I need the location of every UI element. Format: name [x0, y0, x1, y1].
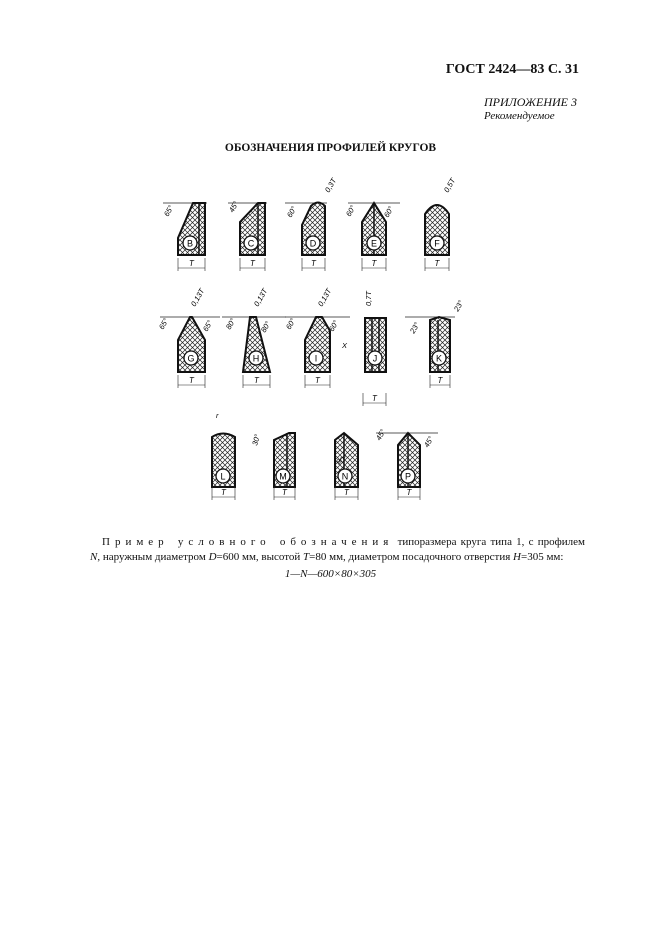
profile-letter: K: [435, 353, 443, 364]
profile-E: [344, 203, 400, 271]
appendix-status: Рекомендуемое: [484, 110, 555, 122]
profile-letter: J: [372, 353, 378, 364]
dimension-label: T: [371, 259, 377, 268]
profile-annotation: 0,13T: [315, 286, 334, 308]
profile-letter: P: [404, 471, 412, 482]
profile-F: [425, 175, 458, 271]
profile-M: [250, 433, 295, 500]
profile-letter: H: [252, 353, 260, 364]
profile-letter: E: [370, 238, 378, 249]
dimension-label: T: [250, 259, 255, 268]
profile-annotation: 65°: [156, 316, 171, 331]
profile-letter: I: [314, 353, 318, 364]
dimension-label: T: [372, 394, 377, 403]
profile-letter: L: [220, 471, 226, 482]
profile-letter: M: [279, 471, 287, 482]
profile-annotation: 23°: [407, 320, 422, 335]
profile-annotation: 0,7T: [364, 290, 373, 306]
profile-annotation: 80°: [258, 319, 273, 334]
dimension-label: T: [311, 259, 316, 268]
profile-B: [162, 203, 207, 271]
profile-annotation: r: [216, 411, 219, 420]
profile-D: [285, 175, 339, 271]
profile-P: [374, 428, 438, 500]
profile-annotation: 45°: [421, 434, 436, 449]
example-lead: Пример условного обозначения: [102, 536, 394, 548]
profile-K: [405, 299, 465, 388]
appendix-label: ПРИЛОЖЕНИЕ 3: [484, 95, 577, 109]
profile-J: [363, 290, 386, 406]
profile-letter: C: [247, 238, 255, 249]
profile-annotation: 0,5T: [441, 176, 458, 194]
profile-C: [227, 200, 267, 271]
profile-annotation: 60°: [343, 203, 358, 218]
profile-G: [157, 286, 220, 388]
profile-annotation: 60°: [284, 204, 299, 219]
dimension-label: T: [344, 488, 349, 497]
profile-annotation: X: [342, 341, 348, 350]
dimension-label: T: [282, 488, 287, 497]
profile-annotation: 90°: [334, 453, 349, 467]
profile-annotation: 45°: [373, 427, 388, 442]
profile-annotation: 0,3T: [322, 176, 339, 194]
standard-header: ГОСТ 2424—83 С. 31: [445, 62, 579, 77]
profile-annotation: 30°: [250, 433, 262, 447]
dimension-label: T: [254, 376, 259, 385]
dimension-label: T: [189, 376, 194, 385]
section-title: ОБОЗНАЧЕНИЯ ПРОФИЛЕЙ КРУГОВ: [224, 142, 437, 154]
profile-annotation: 80°: [223, 316, 238, 331]
profile-annotation: 65°: [161, 203, 176, 218]
dimension-label: T: [437, 376, 443, 385]
profile-L: [212, 411, 235, 500]
profile-annotation: 60°: [326, 318, 341, 333]
profile-letter: N: [341, 471, 349, 482]
profile-annotation: 0,13T: [188, 286, 207, 308]
profile-annotation: 60°: [381, 204, 396, 219]
profile-annotation: 23°: [451, 298, 466, 313]
profile-annotation: 45°: [226, 199, 241, 214]
profile-letter: F: [434, 238, 440, 249]
profile-letter: D: [309, 238, 317, 249]
dimension-label: T: [189, 259, 194, 268]
dimension-label: T: [315, 376, 320, 385]
dimension-label: T: [221, 488, 226, 497]
profile-N: [335, 433, 359, 500]
profile-annotation: 60°: [283, 316, 298, 331]
profile-H: [222, 286, 286, 388]
dimension-label: T: [406, 488, 412, 497]
profile-annotation: 0,13T: [251, 286, 270, 308]
example-paragraph: Пример условного обозначения типоразмера круга типа 1, с профилем N, наружным диаметром D=600 мм, высотой T=80 мм, диаметром посадочного отверстия H=305 мм:: [90, 536, 585, 563]
dimension-label: T: [434, 259, 440, 268]
profile-letter: G: [187, 353, 195, 364]
profile-letter: B: [186, 238, 194, 249]
profile-annotation: 65°: [200, 318, 215, 333]
profile-I: [284, 286, 350, 388]
example-designation: 1—N—600×80×305: [284, 568, 377, 580]
